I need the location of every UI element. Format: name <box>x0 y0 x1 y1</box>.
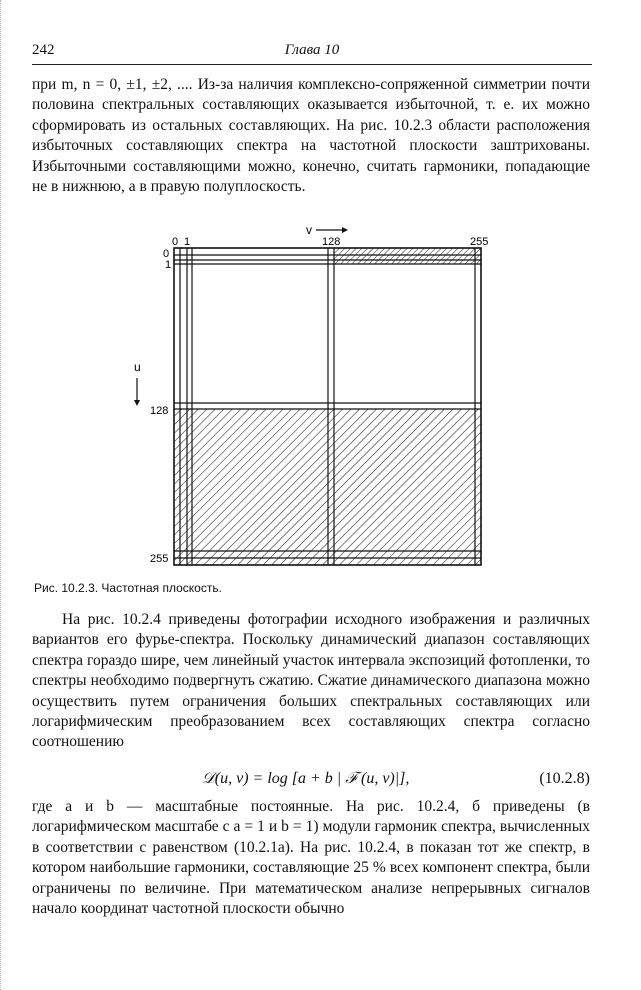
equation-expression: 𝒟(u, v) = log [a + b | ℱ (u, v)|], <box>202 770 410 787</box>
paragraph-3: где a и b — масштабные постоянные. На рис. 10.2.4, б приведены (в логарифмическом масштабе с a = 1 и b = 1) модули гармоник спектра, вычисленных в соответствии с равенством (10.2.1а). На рис. 10.2.4, в показан тот же спектр, в котором наибольшие гармоники, составляющие 25 % всех компонент спектра, были ограничены по величине. При математическом анализе непрерывных сигналов начало координат частотной плоскости обычно <box>32 798 590 918</box>
left-tick-255: 255 <box>150 553 169 565</box>
paragraph-2: На рис. 10.2.4 приведены фотографии исходного изображения и различных вариантов его фурье-спектра. Поскольку динамический диапазон составляющих спектра гораздо шире, чем линейный участок интервала экспозиций фотопленки, то спектры необходимо подвергнуть сжатию. Сжатие динамического диапазона можно осуществить путем ограничения больших спектральных составляющих или логарифмическим преобразованием всех составляющих спектра согласно соотношению <box>32 611 590 751</box>
svg-text:u: u <box>134 360 141 374</box>
figure-caption: Рис. 10.2.3. Частотная плоскость. <box>34 581 222 595</box>
equation-number: (10.2.8) <box>539 770 590 787</box>
equation-10-2-8 <box>32 770 590 792</box>
top-tick-1: 1 <box>184 236 191 248</box>
top-tick-255: 255 <box>470 236 489 248</box>
svg-text:v: v <box>306 224 312 237</box>
frequency-plane-figure <box>120 224 500 574</box>
hatched-top-right-strip <box>334 248 481 264</box>
chapter-title: Глава 10 <box>284 42 340 58</box>
running-header <box>32 40 592 65</box>
page-number: 242 <box>32 42 55 58</box>
left-tick-128: 128 <box>150 405 169 417</box>
u-axis-label <box>134 360 141 406</box>
left-tick-1: 1 <box>165 259 172 271</box>
left-tick-0: 0 <box>163 248 170 260</box>
page-edge <box>0 0 2 990</box>
top-tick-128: 128 <box>322 236 341 248</box>
paragraph-1: при m, n = 0, ±1, ±2, .... Из-за наличия комплексно-сопряженной симметрии почти половина спектральных составляющих оказывается избыточной, т. е. их можно сформировать из остальных составляющих. На рис. 10.2.3 области расположения избыточных составляющих спектра на частотной плоскости заштрихованы. Избыточными составляющими можно, конечно, считать гармоники, попадающие не в нижнюю, а в правую полуплоскость. <box>32 76 590 196</box>
top-tick-0: 0 <box>172 236 179 248</box>
